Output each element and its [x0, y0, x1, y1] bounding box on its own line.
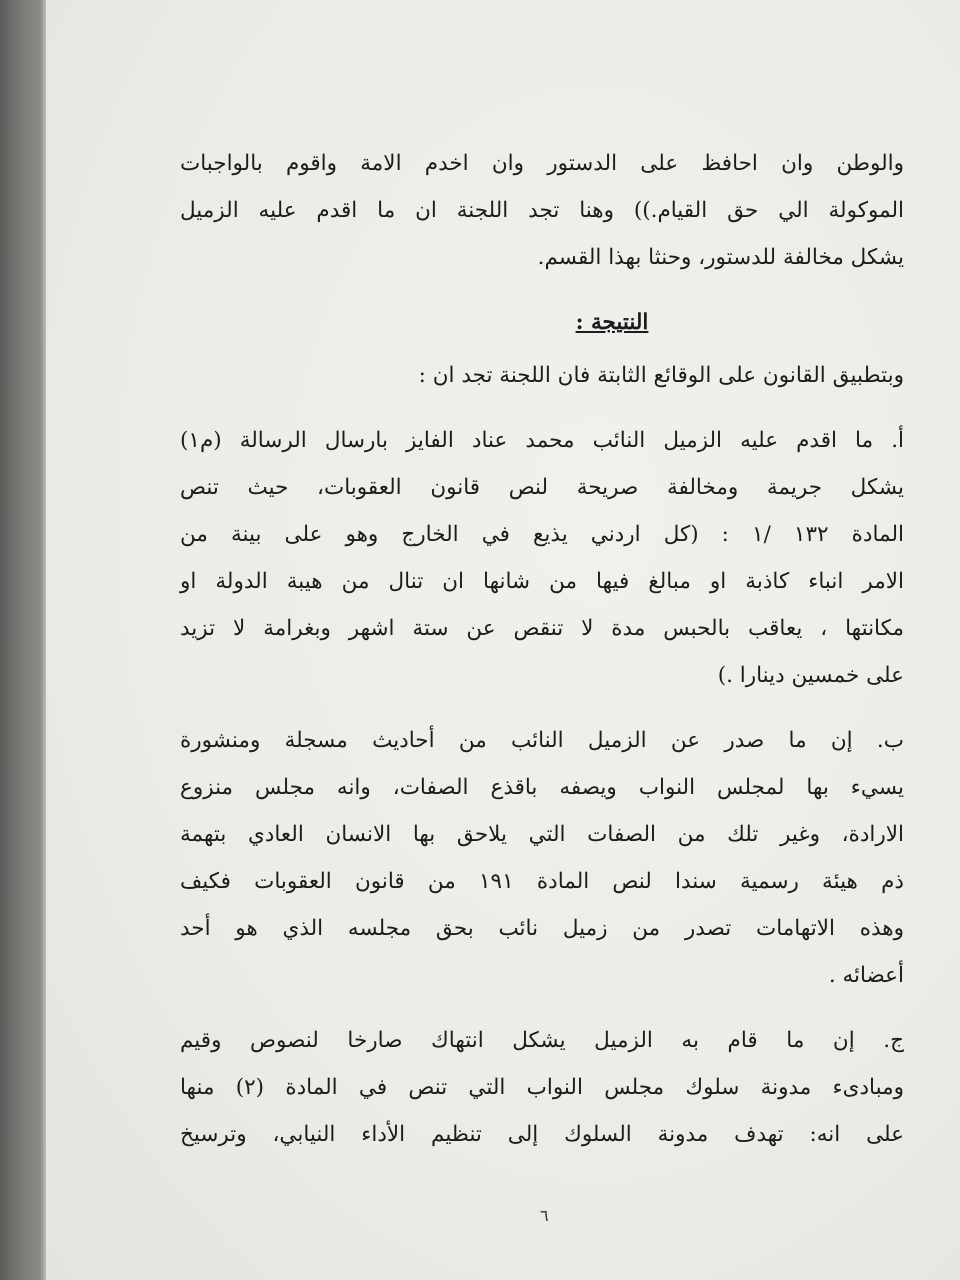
text-line: على خمسين دينارا .) [717, 663, 904, 688]
item-alef [180, 417, 904, 699]
text-line: ومبادىء مدونة سلوك مجلس النواب التي تنص في المادة (٢) منها [180, 1075, 904, 1100]
text-line: الامر انباء كاذبة او مبالغ فيها من شانها ان تنال من هيبة الدولة او [180, 569, 904, 594]
text-line: أ. ما اقدم عليه الزميل النائب محمد عناد الفايز بارسال الرسالة (م١) [180, 428, 904, 453]
item-ba [180, 717, 904, 999]
text-line: وهذه الاتهامات تصدر من زميل نائب بحق مجلسه الذي هو أحد [180, 916, 904, 941]
text-line: أعضائه . [828, 963, 904, 988]
page-number: ٦ [540, 1206, 549, 1225]
text-line: ج. إن ما قام به الزميل يشكل انتهاك صارخا لنصوص وقيم [180, 1028, 904, 1053]
text-line: يسيء بها لمجلس النواب ويصفه باقذع الصفات، وانه مجلس منزوع [180, 775, 904, 800]
section-heading: النتيجة : [575, 310, 649, 335]
text-line: والوطن وان احافظ على الدستور وان اخدم الامة واقوم بالواجبات [180, 151, 904, 176]
text-line: يشكل مخالفة للدستور، وحنثا بهذا القسم. [537, 245, 904, 270]
text-line: ب. إن ما صدر عن الزميل النائب من أحاديث مسجلة ومنشورة [180, 728, 904, 753]
text-line: المادة ١٣٢ /١ : (كل اردني يذيع في الخارج وهو على بينة من [180, 522, 905, 547]
text-line: وبتطبيق القانون على الوقائع الثابتة فان اللجنة تجد ان : [418, 363, 904, 388]
text-line: الارادة، وغير تلك من الصفات التي يلاحق بها الانسان العادي بتهمة [180, 822, 904, 847]
item-jeem [180, 1017, 904, 1158]
text-line: ذم هيئة رسمية سندا لنص المادة ١٩١ من قانون العقوبات فكيف [180, 869, 904, 894]
document-body [180, 140, 904, 1176]
text-line: مكانتها ، يعاقب بالحبس مدة لا تنقص عن ستة اشهر وبغرامة لا تزيد [180, 616, 904, 641]
lead-paragraph [180, 352, 904, 399]
intro-paragraph [180, 140, 904, 281]
text-line: يشكل جريمة ومخالفة صريحة لنص قانون العقوبات، حيث تنص [180, 475, 904, 500]
text-line: الموكولة الي حق القيام.)) وهنا تجد اللجنة ان ما اقدم عليه الزميل [180, 198, 904, 223]
text-line: على انه: تهدف مدونة السلوك إلى تنظيم الأداء النيابي، وترسيخ [180, 1122, 904, 1147]
